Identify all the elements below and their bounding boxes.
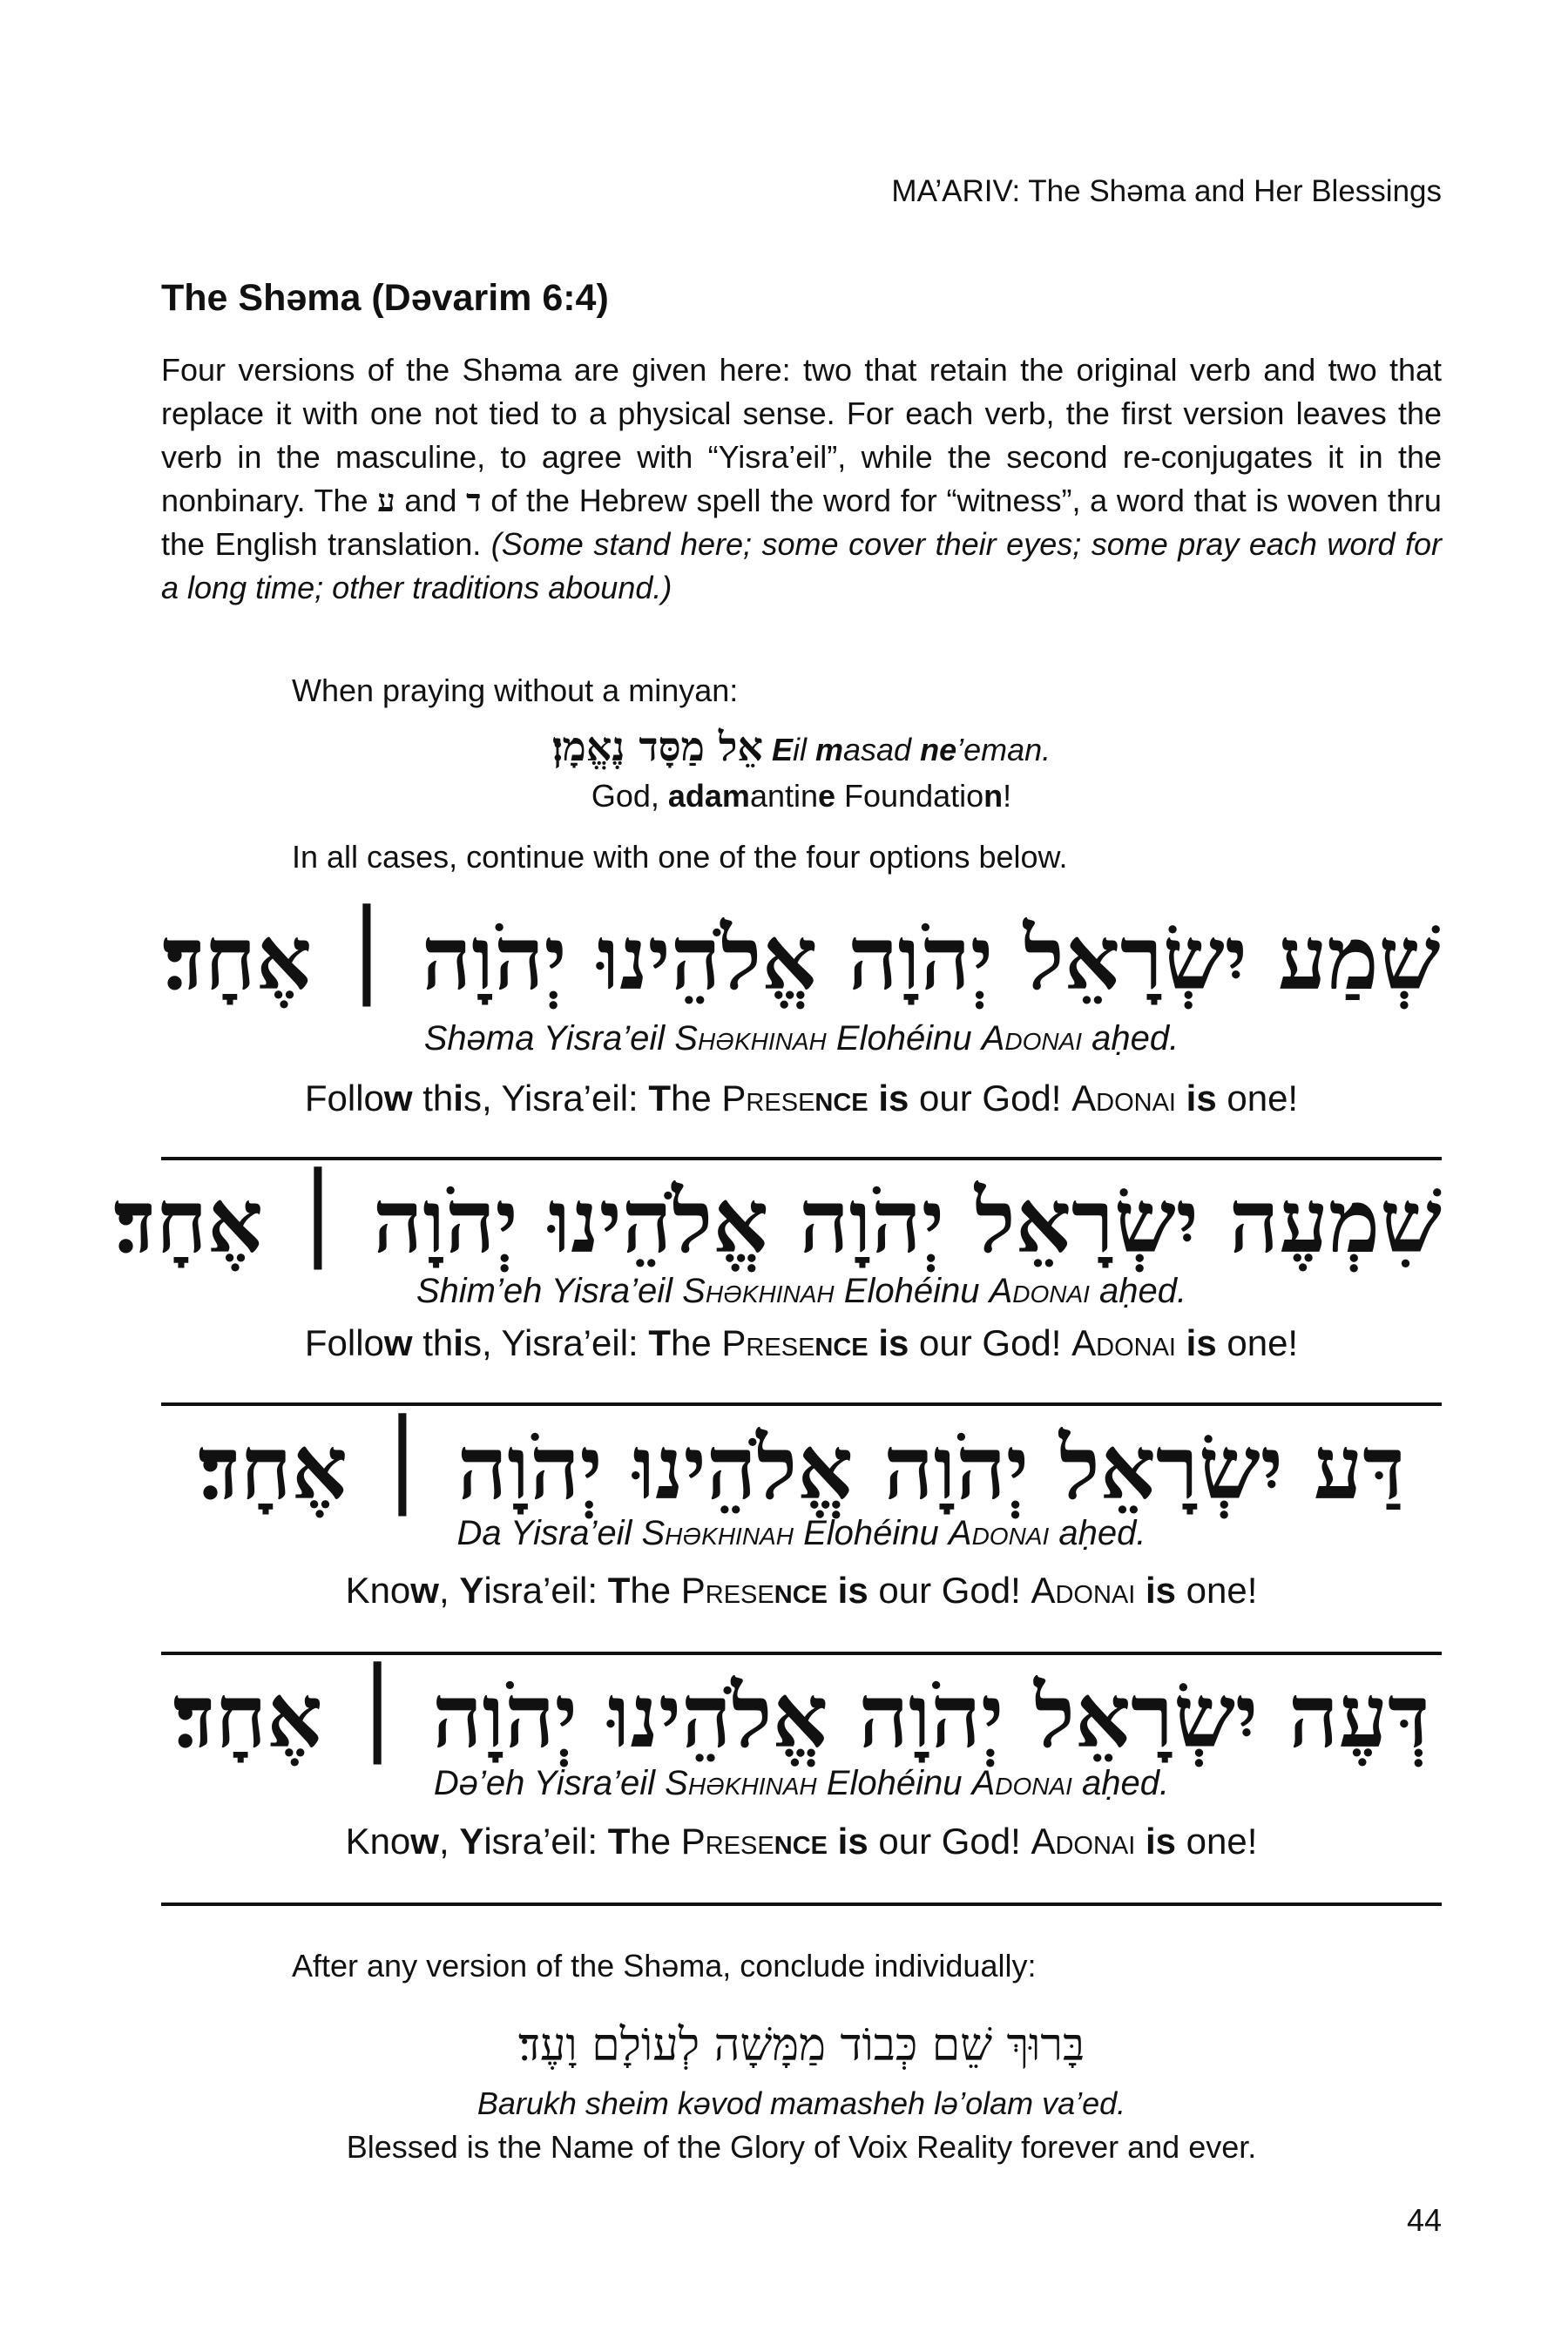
divider-rule bbox=[161, 1903, 1442, 1906]
version-4-transliteration: Də’eh Yisra’eil Shəkhinah Elohéinu Adonai aḥed. bbox=[433, 1764, 1170, 1802]
minyan-line bbox=[161, 723, 1442, 770]
version-3-translation: Know, Yisra’eil: The Presence is our God! Adonai is one! bbox=[345, 1570, 1258, 1611]
version-3-transliteration: Da Yisra’eil Shəkhinah Elohéinu Adonai aḥed. bbox=[456, 1514, 1146, 1552]
minyan-label: When praying without a minyan: bbox=[292, 672, 739, 708]
version-2-hebrew: שִׁמְעֶה יִשְׂרָאֵל יְהֹוָה אֱלֹהֵינוּ יְהֹוָה ׀ אֶחָד׃ bbox=[113, 1170, 1442, 1273]
version-4-hebrew: דְּעֶה יִשְׂרָאֵל יְהֹוָה אֱלֹהֵינוּ יְהֹוָה ׀ אֶחָד׃ bbox=[172, 1665, 1430, 1767]
divider-rule bbox=[161, 1157, 1442, 1160]
divider-rule bbox=[161, 1402, 1442, 1406]
minyan-transliteration: Eil masad ne’eman. bbox=[771, 732, 1051, 767]
closing-label: After any version of the Shəma, conclude individually: bbox=[292, 1948, 1037, 1984]
version-2-translation: Follow this, Yisra’eil: The Presence is our God! Adonai is one! bbox=[304, 1322, 1299, 1363]
running-head: MA’ARIV: The Shəma and Her Blessings bbox=[891, 174, 1442, 208]
intro-instructions: (Some stand here; some cover their eyes; some pray each word for a long time; other traditions abound.) bbox=[161, 526, 1442, 605]
dalet-letter: ד bbox=[466, 483, 482, 519]
intro-and: and bbox=[404, 483, 457, 518]
version-3-hebrew: דַּע יִשְׂרָאֵל יְהֹוָה אֱלֹהֵינוּ יְהֹוָה ׀ אֶחָד׃ bbox=[198, 1416, 1405, 1519]
page bbox=[113, 0, 1442, 2352]
version-1-transliteration: Shəma Yisra’eil Shəkhinah Elohéinu Adonai aḥed. bbox=[423, 1019, 1179, 1058]
minyan-hebrew: אֵל מַסָּד נֶאֱמָן׃ bbox=[551, 723, 763, 770]
divider-rule bbox=[161, 1652, 1442, 1655]
intro-paragraph bbox=[161, 348, 1442, 610]
ayin-letter: ע bbox=[377, 483, 395, 519]
intro-text-1: Four versions of the Shəma are given here: two that retain the original verb and two that replace it with one not tied to a physical sense. For each verb, the first version leaves the verb in the masculine, to agree with “Yisra’eil”, while the second re-conjugates it in the nonbinary. The bbox=[161, 352, 1442, 518]
version-4-translation: Know, Yisra’eil: The Presence is our God! Adonai is one! bbox=[345, 1821, 1258, 1862]
section-title: The Shəma (Dəvarim 6:4) bbox=[161, 277, 609, 319]
continue-label: In all cases, continue with one of the four options below. bbox=[292, 839, 1068, 875]
intro-text-2: of the Hebrew spell the word for “witness”, a word that is woven thru the English translation. bbox=[161, 483, 1442, 562]
version-1-hebrew: שְׁמַע יִשְׂרָאֵל יְהֹוָה אֱלֹהֵינוּ יְהֹוָה ׀ אֶחָד׃ bbox=[162, 907, 1441, 1010]
closing-hebrew: בָּרוּךְ שֵׁם כְּבוֹד מַמָּשָׁה לְעוֹלָם וָעֶד׃ bbox=[517, 2019, 1085, 2072]
minyan-translation: God, adamantine Foundation! bbox=[591, 778, 1012, 814]
version-1-translation: Follow this, Yisra’eil: The Presence is our God! Adonai is one! bbox=[304, 1078, 1299, 1119]
version-2-transliteration: Shim’eh Yisra’eil Shəkhinah Elohéinu Adonai aḥed. bbox=[416, 1272, 1187, 1310]
closing-transliteration: Barukh sheim kəvod mamasheh lə’olam va’ed. bbox=[476, 2085, 1126, 2121]
page-number: 44 bbox=[1406, 2202, 1442, 2238]
closing-translation: Blessed is the Name of the Glory of Voix Reality forever and ever. bbox=[346, 2129, 1257, 2165]
